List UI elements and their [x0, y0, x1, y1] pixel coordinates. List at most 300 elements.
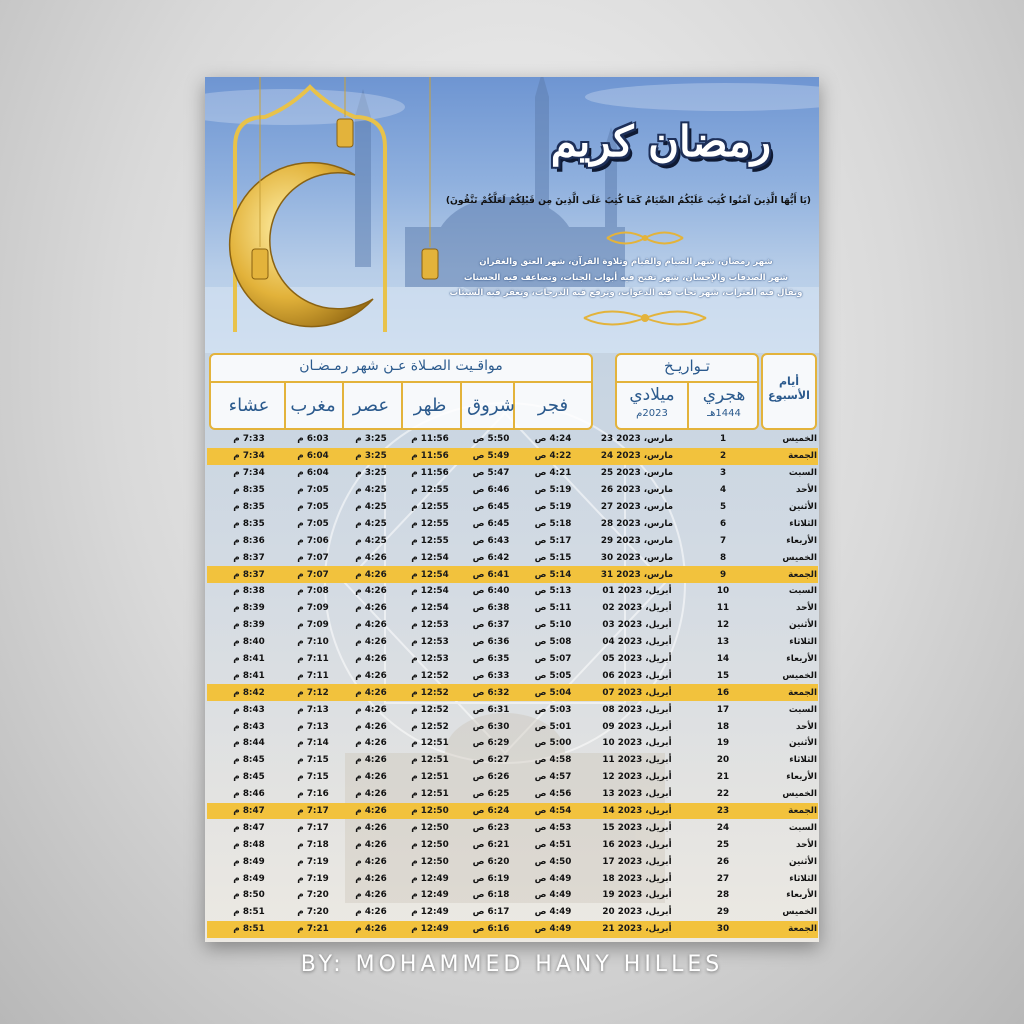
- table-row: [207, 549, 818, 566]
- maghrib-cell: 7:13 م: [297, 704, 329, 715]
- table-row: [207, 600, 818, 617]
- shorouk-cell: 6:30 ص: [472, 721, 510, 732]
- fajr-cell: 4:49 ص: [534, 890, 572, 901]
- gregorian-date-cell: مارس، 2023 29: [600, 535, 674, 546]
- hijri-day-cell: 15: [716, 670, 730, 681]
- hijri-day-cell: 6: [719, 518, 727, 529]
- shorouk-cell: 6:46 ص: [472, 485, 510, 496]
- table-row: [207, 583, 818, 600]
- maghrib-cell: 7:06 م: [297, 535, 329, 546]
- isha-cell: 8:35 م: [233, 502, 265, 512]
- gregorian-label: ميلادي: [629, 385, 675, 405]
- isha-cell: 8:42 م: [233, 687, 265, 698]
- asr-cell: 4:26 م: [355, 772, 387, 783]
- shorouk-cell: 6:43 ص: [472, 535, 510, 546]
- hijri-day-cell: 14: [716, 654, 730, 665]
- table-row: [207, 448, 818, 465]
- table-row: [207, 499, 818, 516]
- gregorian-date-cell: أبريل، 2023 14: [602, 806, 672, 817]
- hijri-day-cell: 25: [716, 839, 730, 850]
- maghrib-cell: 7:09 م: [297, 620, 329, 631]
- shorouk-header-label: شروق: [467, 395, 515, 416]
- shorouk-cell: 6:20 ص: [472, 856, 510, 867]
- header-banner: [205, 77, 819, 353]
- shorouk-cell: 5:49 ص: [472, 451, 510, 462]
- isha-cell: 7:33 م: [233, 434, 265, 445]
- gregorian-date-cell: مارس، 2023 28: [600, 518, 674, 529]
- dhuhr-cell: 12:54 م: [411, 552, 449, 563]
- description-line: شهر الصدقات والإحسان، شهر تفتح فيه أبواب الجنات، وتضاعف فيه الحسنات: [463, 272, 789, 283]
- fajr-cell: 4:49 ص: [534, 873, 572, 884]
- fajr-cell: 5:18 ص: [534, 518, 572, 529]
- gregorian-date-cell: أبريل، 2023 06: [602, 670, 672, 681]
- day-cell: الأربعاء: [786, 654, 817, 665]
- maghrib-cell: 7:11 م: [297, 654, 329, 665]
- asr-cell: 4:26 م: [355, 704, 387, 715]
- hijri-day-cell: 2: [719, 451, 727, 462]
- asr-cell: 4:26 م: [355, 552, 387, 563]
- asr-cell: 4:26 م: [355, 924, 387, 935]
- dhuhr-cell: 12:52 م: [411, 670, 449, 681]
- hijri-day-cell: 9: [719, 569, 727, 580]
- isha-cell: 8:45 م: [233, 755, 265, 766]
- gregorian-date-cell: أبريل، 2023 20: [602, 907, 672, 918]
- maghrib-cell: 7:15 م: [297, 772, 329, 783]
- isha-cell: 8:51 م: [233, 907, 265, 918]
- gregorian-year-label: 2023م: [636, 408, 668, 419]
- maghrib-cell: 7:19 م: [297, 856, 329, 867]
- day-cell: السبت: [788, 468, 817, 479]
- day-cell: الأحد: [796, 721, 817, 732]
- day-cell: الأثنين: [789, 738, 817, 749]
- shorouk-cell: 5:47 ص: [472, 468, 510, 479]
- asr-cell: 4:26 م: [355, 603, 387, 614]
- isha-cell: 8:36 م: [233, 535, 265, 546]
- hijri-day-cell: 3: [719, 468, 727, 479]
- hijri-day-cell: 20: [716, 755, 730, 766]
- shorouk-cell: 6:29 ص: [472, 738, 510, 749]
- day-cell: الأثنين: [789, 856, 817, 867]
- maghrib-cell: 7:05 م: [297, 518, 329, 529]
- maghrib-cell: 7:07 م: [297, 552, 329, 563]
- isha-cell: 8:39 م: [233, 620, 265, 631]
- gregorian-date-cell: أبريل، 2023 09: [602, 721, 672, 732]
- asr-cell: 4:26 م: [355, 873, 387, 884]
- shorouk-cell: 6:36 ص: [472, 637, 510, 648]
- quran-verse: (يَا أَيُّهَا الَّذِينَ آمَنُوا كُتِبَ عَلَيْكُمُ الصِّيَامُ كَمَا كُتِبَ عَلَى الَّذِينَ مِن قَبْلِكُمْ لَعَلَّكُمْ تَتَّقُونَ): [445, 195, 811, 206]
- shorouk-cell: 6:17 ص: [472, 907, 510, 918]
- dhuhr-cell: 12:54 م: [411, 586, 449, 597]
- table-row: [207, 870, 818, 887]
- dhuhr-cell: 12:53 م: [411, 654, 449, 665]
- asr-cell: 4:26 م: [355, 856, 387, 867]
- asr-cell: 4:26 م: [355, 789, 387, 800]
- shorouk-cell: 6:41 ص: [472, 569, 510, 580]
- isha-cell: 8:47 م: [233, 806, 265, 817]
- gregorian-date-cell: مارس، 2023 30: [600, 552, 674, 563]
- maghrib-cell: 7:15 م: [297, 755, 329, 766]
- isha-cell: 8:47 م: [233, 822, 265, 833]
- days-header-label: أيام الأسبوع: [768, 375, 810, 402]
- shorouk-cell: 5:50 ص: [472, 434, 510, 445]
- isha-cell: 7:34 م: [233, 468, 265, 479]
- isha-cell: 8:37 م: [233, 569, 265, 580]
- shorouk-cell: 6:26 ص: [472, 772, 510, 783]
- isha-cell: 8:39 م: [233, 603, 265, 614]
- hijri-year-label: 1444هـ: [707, 408, 741, 419]
- gregorian-date-cell: أبريل، 2023 07: [602, 687, 672, 698]
- gregorian-date-cell: مارس، 2023 31: [600, 569, 674, 580]
- shorouk-cell: 6:45 ص: [472, 518, 510, 529]
- fajr-cell: 4:54 ص: [534, 806, 572, 817]
- maghrib-cell: 7:21 م: [297, 924, 329, 935]
- asr-cell: 4:26 م: [355, 637, 387, 648]
- prayer-col-divider: [342, 383, 344, 430]
- dhuhr-cell: 12:55 م: [411, 502, 449, 512]
- shorouk-cell: 6:33 ص: [472, 670, 510, 681]
- shorouk-cell: 6:37 ص: [472, 620, 510, 631]
- fajr-cell: 4:49 ص: [534, 907, 572, 918]
- asr-cell: 4:25 م: [355, 502, 387, 512]
- isha-cell: 8:35 م: [233, 518, 265, 529]
- day-cell: الخميس: [782, 670, 817, 681]
- day-cell: السبت: [788, 586, 817, 597]
- dhuhr-cell: 12:51 م: [411, 755, 449, 766]
- shorouk-cell: 6:45 ص: [472, 502, 510, 512]
- maghrib-cell: 7:07 م: [297, 569, 329, 580]
- shorouk-cell: 6:16 ص: [472, 924, 510, 935]
- dhuhr-cell: 11:56 م: [411, 451, 449, 462]
- maghrib-cell: 7:19 م: [297, 873, 329, 884]
- asr-cell: 4:26 م: [355, 755, 387, 766]
- credit-text: BY: MOHAMMED HANY HILLES: [300, 952, 724, 977]
- table-row: [207, 482, 818, 499]
- hijri-label: هجري: [702, 385, 746, 405]
- shorouk-cell: 6:23 ص: [472, 822, 510, 833]
- asr-cell: 4:25 م: [355, 485, 387, 496]
- maghrib-cell: 7:08 م: [297, 586, 329, 597]
- gregorian-date-cell: مارس، 2023 25: [600, 468, 674, 479]
- isha-cell: 8:44 م: [233, 738, 265, 749]
- timetable-rows: [207, 431, 818, 938]
- hijri-day-cell: 16: [716, 687, 730, 698]
- gregorian-date-cell: أبريل، 2023 08: [602, 704, 672, 715]
- asr-cell: 4:26 م: [355, 569, 387, 580]
- isha-cell: 8:49 م: [233, 873, 265, 884]
- fajr-cell: 5:10 ص: [534, 620, 572, 631]
- table-row: [207, 667, 818, 684]
- asr-cell: 4:26 م: [355, 670, 387, 681]
- table-row: [207, 431, 818, 448]
- dhuhr-cell: 12:52 م: [411, 704, 449, 715]
- hijri-day-cell: 18: [716, 721, 730, 732]
- day-cell: الجمعة: [788, 806, 817, 817]
- isha-cell: 8:45 م: [233, 772, 265, 783]
- fajr-cell: 5:11 ص: [534, 603, 572, 614]
- day-cell: الثلاثاء: [789, 755, 817, 766]
- day-cell: الخميس: [782, 907, 817, 918]
- poster: [205, 77, 819, 942]
- dhuhr-cell: 12:55 م: [411, 535, 449, 546]
- maghrib-cell: 7:20 م: [297, 890, 329, 901]
- table-row: [207, 566, 818, 583]
- day-cell: الخميس: [782, 552, 817, 563]
- gregorian-date-cell: أبريل، 2023 16: [602, 839, 672, 850]
- table-row: [207, 752, 818, 769]
- dhuhr-cell: 12:49 م: [411, 924, 449, 935]
- fajr-cell: 4:49 ص: [534, 924, 572, 935]
- gregorian-date-cell: أبريل، 2023 21: [602, 924, 672, 935]
- table-row: [207, 904, 818, 921]
- fajr-cell: 5:19 ص: [534, 502, 572, 512]
- prayer-col-divider: [284, 383, 286, 430]
- fajr-cell: 4:22 ص: [534, 451, 572, 462]
- fajr-cell: 4:51 ص: [534, 839, 572, 850]
- shorouk-cell: 6:21 ص: [472, 839, 510, 850]
- isha-cell: 8:38 م: [233, 586, 265, 597]
- gregorian-date-cell: أبريل، 2023 03: [602, 620, 672, 631]
- prayer-col-divider: [460, 383, 462, 430]
- table-row: [207, 887, 818, 904]
- maghrib-cell: 7:05 م: [297, 485, 329, 496]
- maghrib-cell: 7:17 م: [297, 806, 329, 817]
- fajr-cell: 5:07 ص: [534, 654, 572, 665]
- shorouk-cell: 6:32 ص: [472, 687, 510, 698]
- day-cell: الأثنين: [789, 502, 817, 512]
- asr-cell: 4:26 م: [355, 687, 387, 698]
- ramadan-kareem-title: رمضان كريم: [550, 117, 771, 166]
- maghrib-header-label: مغرب: [290, 395, 336, 416]
- hijri-day-cell: 23: [716, 806, 730, 817]
- maghrib-cell: 7:14 م: [297, 738, 329, 749]
- dhuhr-cell: 12:52 م: [411, 687, 449, 698]
- dhuhr-cell: 12:53 م: [411, 637, 449, 648]
- isha-cell: 8:43 م: [233, 704, 265, 715]
- dhuhr-cell: 12:49 م: [411, 873, 449, 884]
- asr-header-label: عصر: [352, 395, 390, 416]
- fajr-cell: 5:13 ص: [534, 586, 572, 597]
- fajr-cell: 5:01 ص: [534, 721, 572, 732]
- maghrib-cell: 7:18 م: [297, 839, 329, 850]
- hijri-day-cell: 19: [716, 738, 730, 749]
- shorouk-cell: 6:25 ص: [472, 789, 510, 800]
- fajr-cell: 5:03 ص: [534, 704, 572, 715]
- table-row: [207, 921, 818, 938]
- prayer-col-divider: [401, 383, 403, 430]
- dhuhr-cell: 11:56 م: [411, 434, 449, 445]
- table-row: [207, 769, 818, 786]
- gregorian-date-cell: أبريل، 2023 11: [602, 755, 672, 766]
- hijri-day-cell: 22: [716, 789, 730, 800]
- gregorian-date-cell: أبريل، 2023 10: [602, 738, 672, 749]
- isha-cell: 8:35 م: [233, 485, 265, 496]
- table-row: [207, 701, 818, 718]
- fajr-cell: 4:50 ص: [534, 856, 572, 867]
- dhuhr-cell: 12:50 م: [411, 856, 449, 867]
- day-cell: الأحد: [796, 485, 817, 496]
- dhuhr-cell: 12:51 م: [411, 738, 449, 749]
- day-cell: الأثنين: [789, 620, 817, 631]
- asr-cell: 4:26 م: [355, 822, 387, 833]
- hijri-day-cell: 1: [719, 434, 727, 445]
- table-row: [207, 786, 818, 803]
- gregorian-date-cell: أبريل، 2023 19: [602, 890, 672, 901]
- shorouk-cell: 6:24 ص: [472, 806, 510, 817]
- dhuhr-cell: 12:50 م: [411, 822, 449, 833]
- dhuhr-cell: 12:55 م: [411, 518, 449, 529]
- prayer-times-title: مواقـيت الصـلاة عـن شهر رمـضـان: [299, 358, 503, 374]
- shorouk-cell: 6:18 ص: [472, 890, 510, 901]
- maghrib-cell: 7:09 م: [297, 603, 329, 614]
- shorouk-cell: 6:38 ص: [472, 603, 510, 614]
- ramadan-description: [441, 255, 811, 302]
- shorouk-cell: 6:27 ص: [472, 755, 510, 766]
- maghrib-cell: 7:17 م: [297, 822, 329, 833]
- day-cell: الخميس: [782, 434, 817, 445]
- day-cell: الأربعاء: [786, 890, 817, 901]
- isha-cell: 8:40 م: [233, 637, 265, 648]
- dates-header-label: تـواريـخ: [664, 357, 710, 375]
- hijri-day-cell: 28: [716, 890, 730, 901]
- maghrib-cell: 7:16 م: [297, 789, 329, 800]
- hijri-day-cell: 30: [716, 924, 730, 935]
- dhuhr-cell: 12:50 م: [411, 806, 449, 817]
- day-cell: السبت: [788, 822, 817, 833]
- hijri-day-cell: 8: [719, 552, 727, 563]
- isha-cell: 8:43 م: [233, 721, 265, 732]
- dhuhr-cell: 12:53 م: [411, 620, 449, 631]
- asr-cell: 4:26 م: [355, 890, 387, 901]
- table-row: [207, 617, 818, 634]
- day-cell: الجمعة: [788, 924, 817, 935]
- dhuhr-header-label: ظهر: [413, 395, 447, 416]
- asr-cell: 3:25 م: [355, 468, 387, 479]
- day-cell: الأحد: [796, 839, 817, 850]
- fajr-cell: 5:19 ص: [534, 485, 572, 496]
- maghrib-cell: 6:04 م: [297, 451, 329, 462]
- day-cell: الثلاثاء: [789, 637, 817, 648]
- asr-cell: 4:25 م: [355, 518, 387, 529]
- day-cell: الجمعة: [788, 687, 817, 698]
- shorouk-cell: 6:31 ص: [472, 704, 510, 715]
- asr-cell: 4:25 م: [355, 535, 387, 546]
- dhuhr-cell: 12:55 م: [411, 485, 449, 496]
- isha-cell: 8:41 م: [233, 654, 265, 665]
- dhuhr-cell: 11:56 م: [411, 468, 449, 479]
- shorouk-cell: 6:19 ص: [472, 873, 510, 884]
- isha-cell: 8:46 م: [233, 789, 265, 800]
- gregorian-date-cell: أبريل، 2023 12: [602, 772, 672, 783]
- dhuhr-cell: 12:50 م: [411, 839, 449, 850]
- asr-cell: 4:26 م: [355, 907, 387, 918]
- maghrib-cell: 6:04 م: [297, 468, 329, 479]
- shorouk-cell: 6:42 ص: [472, 552, 510, 563]
- fajr-cell: 5:14 ص: [534, 569, 572, 580]
- day-cell: الأربعاء: [786, 772, 817, 783]
- dhuhr-cell: 12:51 م: [411, 772, 449, 783]
- hijri-day-cell: 10: [716, 586, 730, 597]
- fajr-cell: 5:17 ص: [534, 535, 572, 546]
- table-row: [207, 803, 818, 820]
- gregorian-date-cell: أبريل، 2023 13: [602, 789, 672, 800]
- fajr-cell: 4:57 ص: [534, 772, 572, 783]
- maghrib-cell: 7:13 م: [297, 721, 329, 732]
- dhuhr-cell: 12:49 م: [411, 907, 449, 918]
- day-cell: السبت: [788, 704, 817, 715]
- isha-cell: 8:41 م: [233, 670, 265, 681]
- maghrib-cell: 7:05 م: [297, 502, 329, 512]
- hijri-day-cell: 27: [716, 873, 730, 884]
- table-row: [207, 735, 818, 752]
- day-cell: الخميس: [782, 789, 817, 800]
- maghrib-cell: 7:20 م: [297, 907, 329, 918]
- hijri-day-cell: 11: [716, 603, 730, 614]
- hijri-day-cell: 21: [716, 772, 730, 783]
- dhuhr-cell: 12:52 م: [411, 721, 449, 732]
- fajr-cell: 4:24 ص: [534, 434, 572, 445]
- dhuhr-cell: 12:49 م: [411, 890, 449, 901]
- fajr-cell: 5:15 ص: [534, 552, 572, 563]
- shorouk-cell: 6:35 ص: [472, 654, 510, 665]
- day-cell: الأربعاء: [786, 535, 817, 546]
- fajr-cell: 5:08 ص: [534, 637, 572, 648]
- fajr-header-label: فجر: [537, 395, 569, 416]
- dhuhr-cell: 12:54 م: [411, 569, 449, 580]
- day-cell: الأحد: [796, 603, 817, 614]
- asr-cell: 3:25 م: [355, 451, 387, 462]
- description-line: شهر رمضان، شهر الصيام والقيام وتلاوة القرآن، شهر العتق والغفران: [479, 257, 773, 267]
- hijri-day-cell: 24: [716, 822, 730, 833]
- isha-cell: 7:34 م: [233, 451, 265, 462]
- hijri-day-cell: 26: [716, 856, 730, 867]
- shorouk-cell: 6:40 ص: [472, 586, 510, 597]
- table-row: [207, 651, 818, 668]
- isha-cell: 8:37 م: [233, 552, 265, 563]
- fajr-cell: 4:56 ص: [534, 789, 572, 800]
- isha-cell: 8:50 م: [233, 890, 265, 901]
- table-row: [207, 718, 818, 735]
- gregorian-date-cell: أبريل، 2023 05: [602, 654, 672, 665]
- maghrib-cell: 7:11 م: [297, 670, 329, 681]
- isha-header-label: عشاء: [228, 395, 270, 416]
- description-line: وتقال فيه العثرات، شهر تجاب فيه الدعوات، وترفع فيه الدرجات، وتغفر فيه السيئات: [449, 288, 803, 298]
- asr-cell: 4:26 م: [355, 738, 387, 749]
- gregorian-date-cell: أبريل، 2023 17: [602, 856, 672, 867]
- table-row: [207, 684, 818, 701]
- table-row: [207, 819, 818, 836]
- gregorian-date-cell: أبريل، 2023 02: [602, 603, 672, 614]
- asr-cell: 3:25 م: [355, 434, 387, 445]
- table-row: [207, 634, 818, 651]
- isha-cell: 8:48 م: [233, 839, 265, 850]
- table-row: [207, 465, 818, 482]
- asr-cell: 4:26 م: [355, 839, 387, 850]
- day-cell: الجمعة: [788, 569, 817, 580]
- hijri-day-cell: 13: [716, 637, 730, 648]
- day-cell: الجمعة: [788, 451, 817, 462]
- hijri-day-cell: 5: [719, 502, 727, 512]
- maghrib-cell: 7:10 م: [297, 637, 329, 648]
- gregorian-date-cell: مارس، 2023 26: [600, 485, 674, 496]
- table-row: [207, 532, 818, 549]
- maghrib-cell: 6:03 م: [297, 434, 329, 445]
- gregorian-date-cell: أبريل، 2023 04: [602, 637, 672, 648]
- day-cell: الثلاثاء: [789, 873, 817, 884]
- table-row: [207, 836, 818, 853]
- gold-ornament-icon: [605, 227, 685, 249]
- fajr-cell: 4:53 ص: [534, 822, 572, 833]
- fajr-cell: 5:00 ص: [534, 738, 572, 749]
